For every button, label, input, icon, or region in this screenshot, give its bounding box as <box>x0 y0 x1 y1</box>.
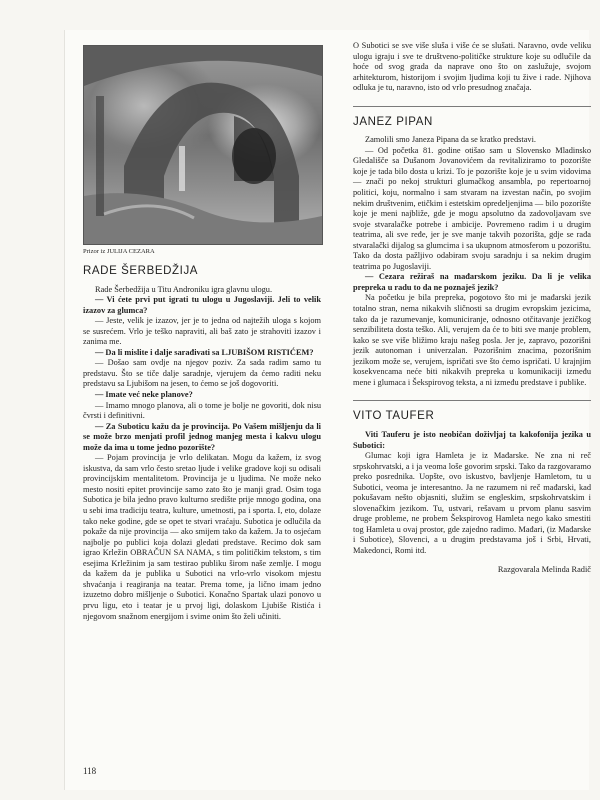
paragraph: Zamolili smo Janeza Pipana da se kratko predstavi. <box>365 135 536 145</box>
section-divider <box>353 106 591 107</box>
paragraph: — Jeste, velik je izazov, jer je to jedna od najtežih uloga s kojom se susrećem. Vrlo je teško napraviti, ali baš zato je strahoviti izazov i zanima me. <box>83 316 321 347</box>
section-heading-serbedzija: RADE ŠERBEDŽIJA <box>83 265 199 277</box>
interview-question: — Cezara režiraš na mađarskom jeziku. Da li je velika prepreka u radu to da ne poznaješ jezik? <box>353 272 591 292</box>
paragraph: O Subotici se sve više sluša i više će se slušati. Naravno, ovde veliku ulogu igraju i sve te društveno-političke strukture koje su odlučile da hoće od svog grada da naprave ono što on zaslužuje, svojom arhitekturom, historijom i svojim ljudima koji tu žive i rade. Njihova odluka je tu, naravno, isto od vrlo presudnog značaja. <box>353 41 591 93</box>
magazine-page <box>64 30 589 790</box>
right-column <box>353 41 591 790</box>
interview-question: — Da li mislite i dalje sarađivati sa LJUBIŠOM RISTIĆEM? <box>95 347 314 357</box>
photo-caption: Prizor iz JULIJA CEZARA <box>83 248 155 255</box>
section-heading-pipan: JANEZ PIPAN <box>353 115 433 128</box>
left-article-body <box>83 285 321 623</box>
interview-question: Viti Tauferu je isto neobičan doživljaj ta kakofonija jezika u Subotici: <box>353 429 591 450</box>
paragraph: Rade Šerbedžija u Titu Androniku igra glavnu ulogu. <box>95 284 273 294</box>
stage-photo <box>83 45 323 245</box>
pipan-article-body <box>353 135 591 388</box>
stage-photo-illustration <box>84 46 322 244</box>
interview-question: — Vi ćete prvi put igrati tu ulogu u Jugoslaviji. Jeli to velik izazov za glumca? <box>83 295 321 315</box>
page-number: 118 <box>83 766 97 776</box>
paragraph: — Došao sam ovdje na njegov poziv. Za sada radim samo tu predstavu. Što se tiče dalje saradnje, vjerujem da ćemo raditi neku predstavu sa Ljubišom na jesen, to ćemo se još dogovoriti. <box>83 358 321 389</box>
section-heading-taufer: VITO TAUFER <box>353 410 435 423</box>
paragraph: Glumac koji igra Hamleta je iz Mađarske. Ne zna ni reč srpskohrvatski, a i ja veoma loše govorim srpski. Tako da razgovaramo preko posrednika. Uopšte, ovo iskustvo, bavljenje Hamletom, tu u Subotici, veoma je interesantno. Ja ne razumem ni reč mađarski, kad pokušavam nešto objasniti, služim se engleskim, srpskohrvatskim i slovenačkim jezikom. Tu, ustvari, rešavam u prvom planu sasvim druge probleme, ne probem Šekspirovog Hamleta nego kako smestiti tog Hamleta u ovaj prostor, gde zajedno radimo. Mađari, (iz Mađarske i Subotice), Slovenci, a u drugim predstavama još i Srbi, Hrvati, Makedonci, Romi itd. <box>353 451 591 555</box>
left-column <box>83 45 321 790</box>
paragraph: — Od početka 81. godine otišao sam u Slovensko Mladinsko Gledališče sa Dušanom Jovanovićem da revitaliziramo to pozorište koje je tada bilo dosta u krizi. To je pozorište koje je u svim vidovima — znači po nekoj strukturi glumačkog ansambla, po repertoarnoj politici, koju, normalno i sam stvaram na izvestan način, po svojim nekim društvenim, etičkim i estetskim opredeljenjima — bilo pozorište koje je meni najbliže, gde je mogu apsolutno da zadovoljavam sve svoje stvaralačke potrebe i ambicije. Povremeno radim i u drugim teatrima, ali sve ređe, jer je sve manje takvih pozorišta, gdje se rađa stvaralački dijalog sa glumcima i sa ukupnom atmosferom u pozorištu. Tako da dosta pažljivo odabiram svoju saradnju i sa nekim drugim teatrima po Jugoslaviji. <box>353 145 591 271</box>
paragraph: — Imamo mnogo planova, ali o tome je bolje ne govoriti, dok nisu čvrsti i definitivni. <box>83 400 321 421</box>
right-intro-body <box>353 41 591 94</box>
taufer-article-body <box>353 430 591 557</box>
section-divider <box>353 400 591 401</box>
paragraph: — Pojam provincija je vrlo delikatan. Mogu da kažem, iz svog iskustva, da sam vrlo često sretao ljude i velike gradove koji su odisali provincijskim mentalitetom. Provincija je u ljudima. Ne može neko mesto nositi epitet provincije samo zato što je manji grad. Osim toga Subotica je bila jedno pravo kulturno središte prije mnogo godina, ona u sebi ima tradiciju teatra, kulture, umetnosti, pa i sporta. I, eto, dolaze tako neke godine, gde se opet te stvari vraćaju. Subotica je odlučila da pokaže da nije provincija — ako smijem tako da kažem. Ja to osjećam najbolje po publici koja dolazi gledati predstave. Recimo dok sam igrao Krležin OBRAČUN SA NAMA, s tim političkim tekstom, s tim esejima Krležinim ja sam testirao publiku širom naše zemlje. I mogu da kažem da je publika u Subotici na vrlo-vrlo visokom mjestu shvaćanja i reagiranja na teatar. Prema tome, ja lično imam jedno izuzetno dobro mišljenje o Subotici. Konačno Spartak ulazi ponovo u prvu ligu, eto i teatar je u prvoj ligi, dolaskom Ljubiše Ristića i njegovom snažnom energijom i svime onim što želi učiniti. <box>83 453 321 621</box>
author-signature: Razgovarala Melinda Radič <box>497 564 591 574</box>
interview-question: — Imate već neke planove? <box>95 390 193 400</box>
paragraph: Na početku je bila prepreka, pogotovo što mi je mađarski jezik totalno stran, nema nikakvih sličnosti sa drugim evropskim jezicima, tako da je razumevanje, komuniciranje, odnosno otčitavanje jezičkog senzibiliteta dosta teško. Ali, verujem da će to biti sve manje problem, kako se sve više bližimo kraju našeg posla. Jer je, zapravo, pozorišni jezik autonoman i univerzalan. Pozorišnim znacima, pozorišnim jezikom može se, verujem, ispričati sve što ćemo ispričati. U krajnjim kosekvencama neće biti nikakvih prepreka u komunikaciji između mene i glumaca i Šekspirovog teksta, a ni između predstave i publike. <box>353 293 591 387</box>
interview-question: — Za Suboticu kažu da je provincija. Po Vašem mišljenju da li se može brzo menjati profil jednog manjeg mesta i kakvu ulogu može da ima u tome jedno pozorište? <box>83 421 321 452</box>
